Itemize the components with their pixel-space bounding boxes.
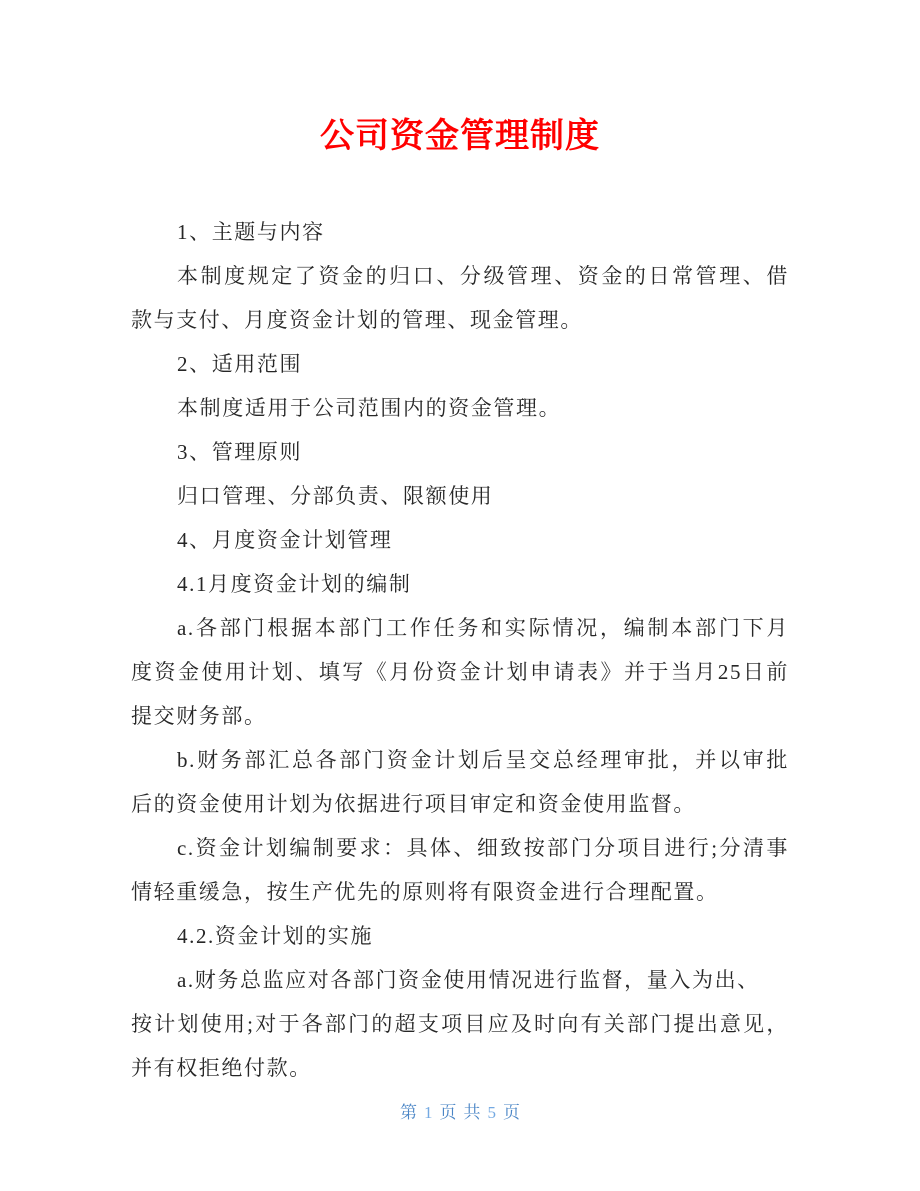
body-line-1: 1、主题与内容 [177,220,325,244]
body-line-2: 本制度规定了资金的归口、分级管理、资金的日常管理、借 [177,264,789,288]
footer-label: 共 [463,1103,481,1122]
footer-label: 页 [439,1103,457,1122]
body-line-3: 款与支付、月度资金计划的管理、现金管理。 [131,308,583,332]
document-title: 公司资金管理制度 [320,117,600,155]
footer-label: 第 [400,1103,417,1122]
body-line-19: 按计划使用;对于各部门的超支项目应及时向有关部门提出意见， [131,1012,789,1036]
body-line-17: 4.2.资金计划的实施 [177,924,374,948]
page-footer [0,1101,920,1125]
body-line-6: 3、管理原则 [177,440,303,464]
body-line-18: a.财务总监应对各部门资金使用情况进行监督，量入为出、 [177,968,760,992]
body-line-11: 度资金使用计划、填写《月份资金计划申请表》并于当月25日前 [131,660,789,684]
document-body [131,210,789,1090]
body-line-4: 2、适用范围 [177,352,303,376]
body-line-12: 提交财务部。 [131,704,267,728]
body-line-20: 并有权拒绝付款。 [131,1056,312,1080]
total-pages-number: 5 [487,1103,496,1122]
body-line-9: 4.1月度资金计划的编制 [177,572,412,596]
body-line-7: 归口管理、分部负责、限额使用 [177,484,494,508]
body-line-16: 情轻重缓急，按生产优先的原则将有限资金进行合理配置。 [131,880,719,904]
body-line-8: 4、月度资金计划管理 [177,528,393,552]
body-line-15: c.资金计划编制要求：具体、细致按部门分项目进行;分清事 [177,836,789,860]
footer-label: 页 [503,1103,520,1122]
body-line-5: 本制度适用于公司范围内的资金管理。 [177,396,562,420]
current-page-number: 1 [424,1103,433,1122]
body-line-10: a.各部门根据本部门工作任务和实际情况，编制本部门下月 [177,616,789,640]
body-line-14: 后的资金使用计划为依据进行项目审定和资金使用监督。 [131,792,696,816]
body-line-13: b.财务部汇总各部门资金计划后呈交总经理审批，并以审批 [177,748,789,772]
